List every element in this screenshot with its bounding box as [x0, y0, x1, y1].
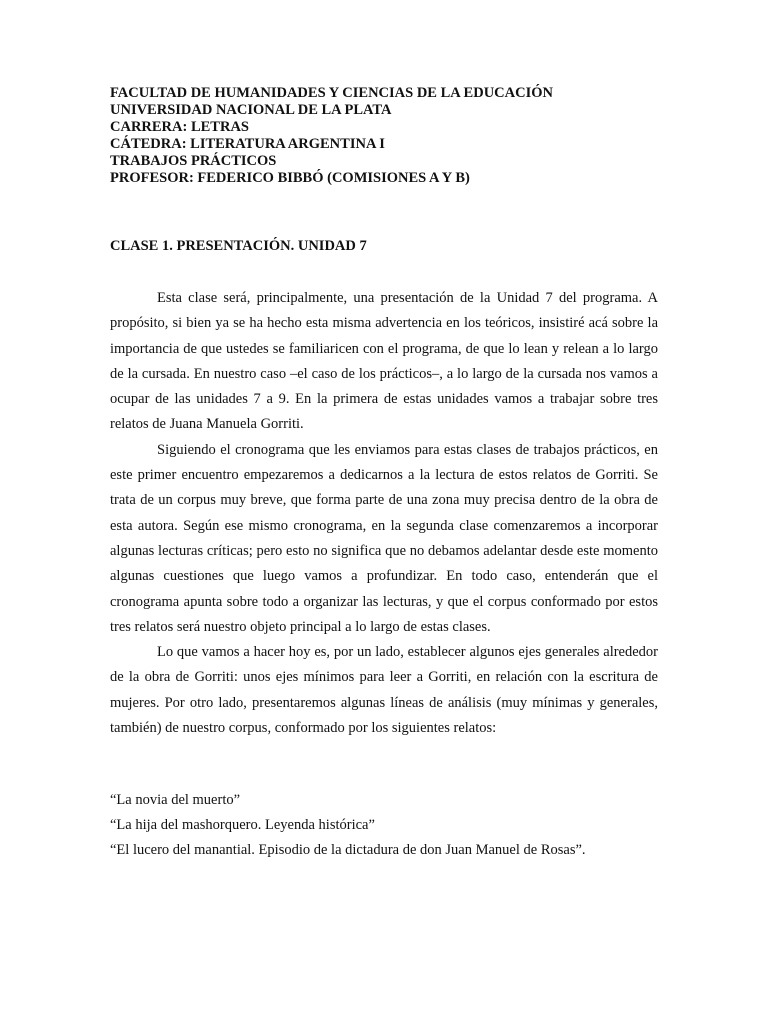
class-title: CLASE 1. PRESENTACIÓN. UNIDAD 7 — [110, 238, 367, 254]
header-chair: CÁTEDRA: LITERATURA ARGENTINA I — [110, 136, 385, 152]
paragraph-2: Siguiendo el cronograma que les enviamos para estas clases de trabajos prácticos, en este primer encuentro empezaremos a dedicarnos a la lectura de estos relatos de Gorriti. Se trata de un corpus muy breve, que forma parte de una zona muy precisa dentro de la obra de esta autora. Según ese mismo cronograma, en la segunda clase comenzaremos a incorporar algunas lecturas críticas; pero esto no significa que no debamos adelantar desde este momento algunas cuestiones que luego vamos a profundizar. En todo caso, entenderán que el cronograma apunta sobre todo a organizar las lecturas, y que el corpus conformado por estos tres relatos será nuestro objeto principal a lo largo de estas clases. — [110, 441, 658, 635]
paragraph-3: Lo que vamos a hacer hoy es, por un lado, establecer algunos ejes generales alrededor de la obra de Gorriti: unos ejes mínimos para leer a Gorriti, en relación con la escritura de mujeres. Por otro lado, presentaremos algunas líneas de análisis (muy mínimas y generales, también) de nuestro corpus, conformado por los siguientes relatos: — [110, 644, 658, 737]
document-header — [110, 85, 670, 187]
body-text — [110, 286, 658, 741]
header-career: CARRERA: LETRAS — [110, 119, 249, 135]
story-title-1: “La novia del muerto” — [110, 792, 241, 808]
header-university: UNIVERSIDAD NACIONAL DE LA PLATA — [110, 102, 392, 118]
story-title-2: “La hija del mashorquero. Leyenda histórica” — [110, 817, 375, 833]
header-professor: PROFESOR: FEDERICO BIBBÓ (COMISIONES A Y B) — [110, 170, 470, 186]
story-title-3: “El lucero del manantial. Episodio de la dictadura de don Juan Manuel de Rosas”. — [110, 842, 586, 858]
header-faculty: FACULTAD DE HUMANIDADES Y CIENCIAS DE LA EDUCACIÓN — [110, 85, 553, 101]
stories-list — [110, 788, 670, 863]
paragraph-1: Esta clase será, principalmente, una presentación de la Unidad 7 del programa. A propósito, si bien ya se ha hecho esta misma advertencia en los teóricos, insistiré acá sobre la importancia de que ustedes se familiaricen con el programa, de que lo lean y relean a lo largo de la cursada. En nuestro caso –el caso de los prácticos–, a lo largo de la cursada nos vamos a ocupar de las unidades 7 a 9. En la primera de estas unidades vamos a trabajar sobre tres relatos de Juana Manuela Gorriti. — [110, 290, 658, 433]
header-practical-work: TRABAJOS PRÁCTICOS — [110, 153, 277, 169]
